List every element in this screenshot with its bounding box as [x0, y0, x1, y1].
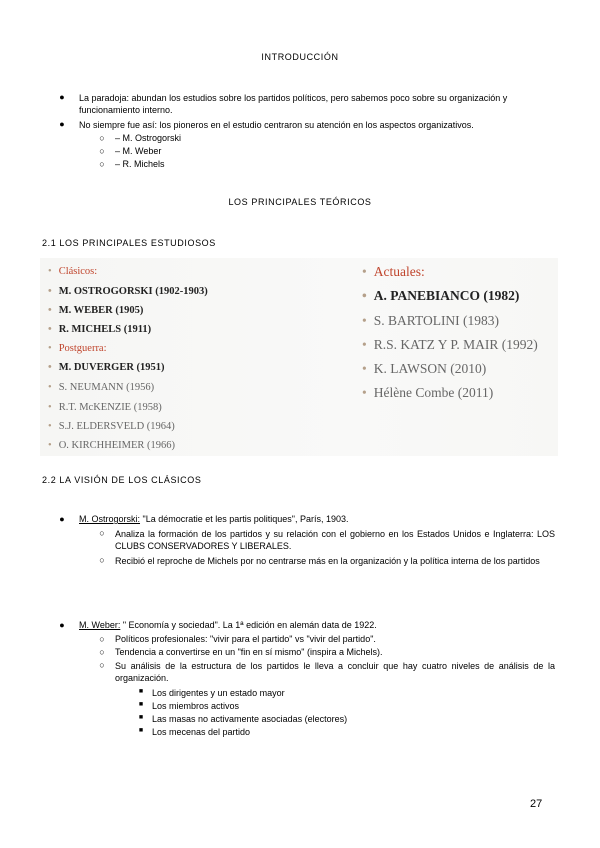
bullet-icon: ● — [59, 119, 65, 129]
intro-sub-2: – M. Weber — [115, 146, 162, 156]
right-item-2: • S. BARTOLINI (1983) — [362, 313, 500, 328]
theorists-title: LOS PRINCIPALES TEÓRICOS — [228, 197, 372, 207]
weber-sub-3: Su análisis de la estructura de los partidos le lleva a concluir que hay cuatro niveles de análisis de la organización. — [115, 661, 555, 683]
intro-title: INTRODUCCIÓN — [261, 52, 339, 62]
weber-sub-1: Políticos profesionales: "vivir para el partido" vs "vivir del partido". — [115, 634, 376, 644]
weber-line — [79, 620, 377, 630]
right-item-1: • A. PANEBIANCO (1982) — [362, 288, 520, 303]
page-number: 27 — [530, 798, 543, 810]
weber-sub-2: Tendencia a convertirse en un "fin en sí mismo" (inspira a Michels). — [115, 647, 383, 657]
circle-bullet-icon: ○ — [99, 660, 105, 670]
circle-bullet-icon: ○ — [99, 634, 105, 644]
circle-bullet-icon: ○ — [99, 647, 105, 657]
left-item-2: • M. WEBER (1905) — [48, 305, 144, 316]
square-bullet-icon: ■ — [138, 714, 144, 721]
bullet-icon: ● — [59, 92, 65, 102]
left-item-6: • S. NEUMANN (1956) — [48, 382, 155, 393]
left-item-5: • M. DUVERGER (1951) — [48, 362, 165, 373]
left-item-0: • Clásicos: — [48, 266, 98, 277]
left-item-7: • R.T. McKENZIE (1958) — [48, 402, 162, 413]
left-item-1: • M. OSTROGORSKI (1902-1903) — [48, 286, 208, 297]
scholars-image — [40, 258, 558, 456]
weber-work: " Economía y sociedad". La 1ª edición en alemán data de 1922. — [120, 620, 377, 630]
square-bullet-icon: ■ — [138, 688, 144, 695]
section-2-2-title: 2.2 LA VISIÓN DE LOS CLÁSICOS — [42, 475, 202, 485]
bullet-icon: ● — [59, 620, 65, 630]
weber-name: M. Weber: — [79, 620, 121, 630]
square-bullet-icon: ■ — [138, 727, 144, 734]
intro-bullet-1: La paradoja: abundan los estudios sobre los partidos políticos, pero sabemos poco sobre su organización y funcionamiento interno. — [79, 93, 508, 115]
intro-sub-3: – R. Michels — [115, 159, 165, 169]
weber-level-2: Los miembros activos — [152, 701, 240, 711]
weber-level-3: Las masas no activamente asociadas (electores) — [152, 714, 348, 724]
weber-level-4: Los mecenas del partido — [152, 727, 251, 737]
left-item-4: • Postguerra: — [48, 343, 107, 354]
intro-bullet-2: No siempre fue así: los pioneros en el estudio centraron su atención en los aspectos organizativos. — [79, 120, 474, 130]
ostrogorski-sub-2: Recibió el reproche de Michels por no centrarse más en la organización y la política interna de los partidos — [115, 556, 540, 566]
ostrogorski-sub-1: Analiza la formación de los partidos y su relación con el gobierno en los Estados Unidos e Inglaterra: LOS CLUBS CONSERVADORES Y LIBERALES. — [115, 529, 555, 551]
circle-bullet-icon: ○ — [99, 528, 105, 538]
left-item-3: • R. MICHELS (1911) — [48, 324, 152, 335]
intro-sub-1: – M. Ostrogorski — [115, 133, 182, 143]
circle-bullet-icon: ○ — [99, 146, 105, 156]
circle-bullet-icon: ○ — [99, 133, 105, 143]
left-item-9: • O. KIRCHHEIMER (1966) — [48, 440, 176, 451]
section-2-1-title: 2.1 LOS PRINCIPALES ESTUDIOSOS — [42, 238, 216, 248]
square-bullet-icon: ■ — [138, 701, 144, 708]
right-item-5: • Hélène Combe (2011) — [362, 385, 494, 400]
weber-level-1: Los dirigentes y un estado mayor — [152, 688, 285, 698]
circle-bullet-icon: ○ — [99, 555, 105, 565]
bullet-icon: ● — [59, 514, 65, 524]
ostrogorski-line — [79, 514, 349, 524]
left-item-8: • S.J. ELDERSVELD (1964) — [48, 421, 175, 432]
ostrogorski-work: "La démocratie et les partis politiques", París, 1903. — [140, 514, 349, 524]
right-item-0: • Actuales: — [362, 264, 425, 279]
right-item-3: • R.S. KATZ Y P. MAIR (1992) — [362, 337, 538, 352]
right-item-4: • K. LAWSON (2010) — [362, 361, 487, 376]
circle-bullet-icon: ○ — [99, 159, 105, 169]
ostrogorski-name: M. Ostrogorski: — [79, 514, 141, 524]
